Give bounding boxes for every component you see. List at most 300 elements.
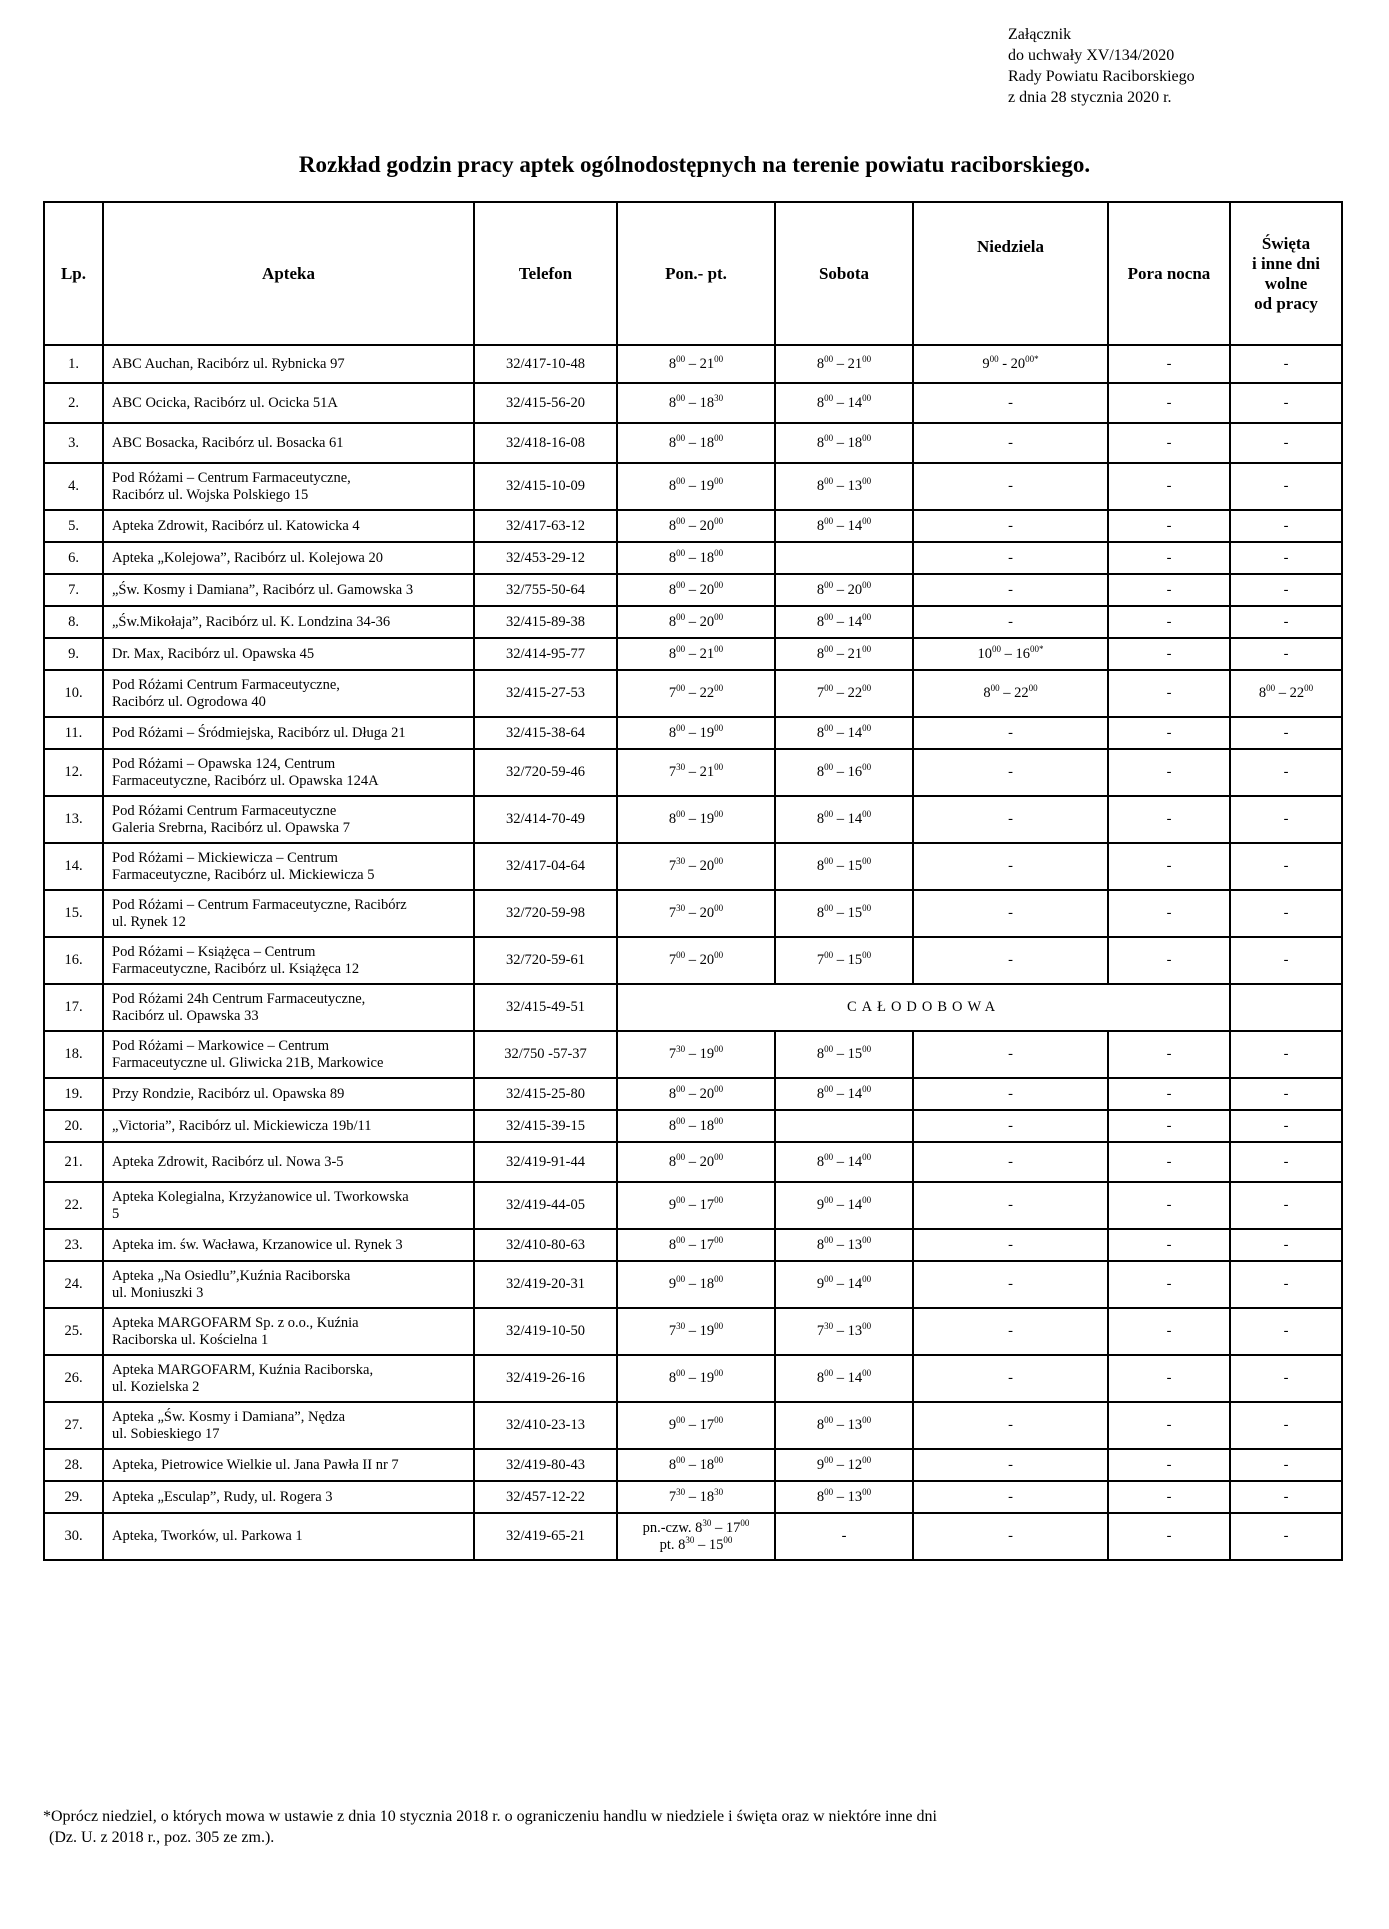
cell-night: -	[1108, 843, 1230, 890]
table-row	[44, 1078, 1342, 1110]
cell-sunday-hours: -	[913, 1182, 1108, 1229]
cell-holiday: -	[1230, 510, 1342, 542]
cell-lp: 8.	[44, 606, 103, 638]
cell-pharmacy	[103, 984, 474, 1031]
cell-holiday: -	[1230, 1449, 1342, 1481]
cell-holiday: -	[1230, 1513, 1342, 1560]
cell-pharmacy	[103, 796, 474, 843]
footnote-line: *Oprócz niedziel, o których mowa w ustawie z dnia 10 stycznia 2018 r. o ograniczeniu handlu w niedziele i święta oraz w niektóre inne dni	[43, 1808, 937, 1825]
pharmacy-name-line: 5	[112, 1205, 120, 1222]
header-holidays-line: Święta	[1261, 233, 1311, 253]
cell-holiday: -	[1230, 606, 1342, 638]
cell-weekday-hours: $8^{00} - 19^{00}$	[617, 1355, 775, 1402]
cell-weekday-hours: $7^{30} - 20^{00}$	[617, 890, 775, 937]
cell-pharmacy	[103, 1031, 474, 1078]
cell-pharmacy	[103, 345, 474, 383]
table-row	[44, 890, 1342, 937]
cell-night: -	[1108, 423, 1230, 463]
cell-phone: 32/419-10-50	[474, 1308, 617, 1355]
cell-holiday: -	[1230, 1078, 1342, 1110]
cell-sunday-hours: $8^{00} - 22^{00}$	[913, 670, 1108, 717]
pharmacy-name-line: „Św.Mikołaja”, Racibórz ul. K. Londzina 34-36	[112, 613, 391, 630]
table-row	[44, 510, 1342, 542]
cell-holiday: -	[1230, 1308, 1342, 1355]
table-row	[44, 1031, 1342, 1078]
cell-phone: 32/414-70-49	[474, 796, 617, 843]
pharmacy-name-line: Farmaceutyczne ul. Gliwicka 21B, Markowice	[112, 1054, 384, 1071]
cell-sunday-hours: -	[913, 1355, 1108, 1402]
cell-sunday-hours: -	[913, 1449, 1108, 1481]
cell-pharmacy	[103, 574, 474, 606]
pharmacy-name-line: Apteka „Św. Kosmy i Damiana”, Nędza	[112, 1408, 345, 1425]
header-holidays-line: i inne dni	[1251, 253, 1321, 273]
attachment-line: do uchwały XV/134/2020	[1008, 47, 1175, 64]
cell-phone: 32/419-91-44	[474, 1142, 617, 1182]
cell-weekday-hours: $7^{30} - 19^{00}$	[617, 1031, 775, 1078]
cell-weekday-hours: $8^{00} - 21^{00}$	[617, 638, 775, 670]
cell-night: -	[1108, 1513, 1230, 1560]
cell-saturday-hours: $8^{00} - 13^{00}$	[775, 1481, 913, 1513]
header-night: Pora nocna	[1108, 202, 1230, 345]
cell-pharmacy	[103, 1229, 474, 1261]
pharmacy-name-line: Pod Różami – Centrum Farmaceutyczne, Racibórz	[112, 896, 407, 913]
header-phone: Telefon	[474, 202, 617, 345]
cell-sunday-hours: $10^{00} - 16^{00*}$	[913, 638, 1108, 670]
pharmacy-name-line: Przy Rondzie, Racibórz ul. Opawska 89	[112, 1085, 345, 1102]
cell-lp: 18.	[44, 1031, 103, 1078]
cell-phone: 32/415-27-53	[474, 670, 617, 717]
pharmacy-name-line: Apteka MARGOFARM Sp. z o.o., Kuźnia	[112, 1314, 359, 1331]
cell-phone: 32/415-38-64	[474, 717, 617, 749]
cell-night: -	[1108, 1481, 1230, 1513]
cell-holiday: -	[1230, 843, 1342, 890]
pharmacy-name-line: Pod Różami – Książęca – Centrum	[112, 943, 316, 960]
pharmacy-name-line: Galeria Srebrna, Racibórz ul. Opawska 7	[112, 819, 350, 836]
cell-saturday-hours: $8^{00} - 13^{00}$	[775, 463, 913, 510]
cell-night: -	[1108, 345, 1230, 383]
cell-holiday: -	[1230, 1261, 1342, 1308]
cell-night: -	[1108, 1229, 1230, 1261]
cell-night: -	[1108, 1308, 1230, 1355]
table-row	[44, 1308, 1342, 1355]
cell-holiday: -	[1230, 542, 1342, 574]
cell-saturday-hours: $7^{30} - 13^{00}$	[775, 1308, 913, 1355]
header-saturday: Sobota	[775, 202, 913, 345]
cell-weekday-hours: $9^{00} - 17^{00}$	[617, 1402, 775, 1449]
cell-night: -	[1108, 574, 1230, 606]
cell-sunday-hours: -	[913, 1513, 1108, 1560]
cell-lp: 24.	[44, 1261, 103, 1308]
cell-night: -	[1108, 937, 1230, 984]
cell-sunday-hours: -	[913, 1110, 1108, 1142]
cell-lp: 4.	[44, 463, 103, 510]
cell-phone: 32/415-10-09	[474, 463, 617, 510]
cell-sunday-hours: -	[913, 937, 1108, 984]
table-row	[44, 423, 1342, 463]
cell-weekday-hours: $7^{00} - 20^{00}$	[617, 937, 775, 984]
cell-pharmacy	[103, 890, 474, 937]
cell-saturday-hours: $8^{00} - 14^{00}$	[775, 1078, 913, 1110]
cell-pharmacy	[103, 670, 474, 717]
cell-night: -	[1108, 463, 1230, 510]
attachment-note	[1008, 24, 1195, 108]
cell-sunday-hours: -	[913, 1229, 1108, 1261]
cell-phone: 32/419-80-43	[474, 1449, 617, 1481]
cell-night: -	[1108, 717, 1230, 749]
cell-lp: 15.	[44, 890, 103, 937]
cell-saturday-hours: $8^{00} - 13^{00}$	[775, 1229, 913, 1261]
cell-holiday: -	[1230, 1142, 1342, 1182]
cell-saturday-hours: -	[775, 1513, 913, 1560]
cell-sunday-hours: -	[913, 1261, 1108, 1308]
cell-phone: 32/414-95-77	[474, 638, 617, 670]
cell-saturday-hours: $8^{00} - 21^{00}$	[775, 345, 913, 383]
cell-phone: 32/418-16-08	[474, 423, 617, 463]
cell-pharmacy	[103, 843, 474, 890]
cell-lp: 20.	[44, 1110, 103, 1142]
cell-holiday: -	[1230, 937, 1342, 984]
cell-pharmacy	[103, 1513, 474, 1560]
cell-phone: 32/410-23-13	[474, 1402, 617, 1449]
cell-all-day: CAŁODOBOWA	[617, 984, 1230, 1031]
cell-sunday-hours: -	[913, 717, 1108, 749]
cell-weekday-hours: $7^{30} - 19^{00}$	[617, 1308, 775, 1355]
pharmacy-name-line: Racibórz ul. Opawska 33	[112, 1007, 259, 1024]
footnote	[43, 1806, 937, 1848]
pharmacy-name-line: Apteka Zdrowit, Racibórz ul. Nowa 3-5	[112, 1153, 344, 1170]
cell-holiday: -	[1230, 890, 1342, 937]
cell-saturday-hours: $7^{00} - 15^{00}$	[775, 937, 913, 984]
cell-night: -	[1108, 1182, 1230, 1229]
cell-weekday-hours: $8^{00} - 20^{00}$	[617, 1078, 775, 1110]
cell-lp: 7.	[44, 574, 103, 606]
cell-lp: 25.	[44, 1308, 103, 1355]
pharmacy-name-line: ABC Ocicka, Racibórz ul. Ocicka 51A	[112, 394, 338, 411]
cell-holiday: -	[1230, 423, 1342, 463]
pharmacy-name-line: Farmaceutyczne, Racibórz ul. Opawska 124A	[112, 772, 379, 789]
cell-phone: 32/457-12-22	[474, 1481, 617, 1513]
table-row	[44, 717, 1342, 749]
cell-phone: 32/410-80-63	[474, 1229, 617, 1261]
cell-night: -	[1108, 606, 1230, 638]
table-row	[44, 638, 1342, 670]
cell-holiday: -	[1230, 1355, 1342, 1402]
cell-pharmacy	[103, 1261, 474, 1308]
cell-phone: 32/419-65-21	[474, 1513, 617, 1560]
cell-night: -	[1108, 1031, 1230, 1078]
cell-pharmacy	[103, 937, 474, 984]
cell-pharmacy	[103, 463, 474, 510]
cell-weekday-hours: $8^{00} - 19^{00}$	[617, 796, 775, 843]
cell-weekday-hours: $8^{00} - 20^{00}$	[617, 1142, 775, 1182]
cell-pharmacy	[103, 510, 474, 542]
cell-sunday-hours: -	[913, 843, 1108, 890]
pharmacy-name-line: Pod Różami – Opawska 124, Centrum	[112, 755, 336, 772]
cell-pharmacy	[103, 1078, 474, 1110]
table-row	[44, 463, 1342, 510]
cell-phone: 32/419-26-16	[474, 1355, 617, 1402]
cell-pharmacy	[103, 1402, 474, 1449]
header-sunday: Niedziela	[913, 202, 1108, 345]
cell-saturday-hours: $8^{00} - 14^{00}$	[775, 383, 913, 423]
cell-lp: 22.	[44, 1182, 103, 1229]
cell-sunday-hours: -	[913, 542, 1108, 574]
table-row	[44, 1513, 1342, 1560]
pharmacy-name-line: Apteka Kolegialna, Krzyżanowice ul. Tworkowska	[112, 1188, 409, 1205]
pharmacy-name-line: Dr. Max, Racibórz ul. Opawska 45	[112, 645, 315, 662]
header-holidays	[1230, 202, 1342, 345]
pharmacy-schedule-table	[43, 201, 1343, 1561]
cell-phone: 32/720-59-98	[474, 890, 617, 937]
cell-saturday-hours	[775, 1110, 913, 1142]
cell-saturday-hours: $9^{00} - 12^{00}$	[775, 1449, 913, 1481]
pharmacy-name-line: ul. Rynek 12	[112, 913, 186, 930]
cell-weekday-hours: $8^{00} - 18^{00}$	[617, 1449, 775, 1481]
table-row	[44, 749, 1342, 796]
header-holidays-line: wolne	[1264, 273, 1308, 293]
pharmacy-name-line: Apteka „Esculap”, Rudy, ul. Rogera 3	[112, 1488, 333, 1505]
cell-weekday-hours: $8^{00} - 18^{00}$	[617, 1110, 775, 1142]
cell-lp: 10.	[44, 670, 103, 717]
cell-holiday: -	[1230, 1110, 1342, 1142]
cell-phone: 32/720-59-46	[474, 749, 617, 796]
pharmacy-name-line: Pod Różami – Mickiewicza – Centrum	[112, 849, 338, 866]
pharmacy-name-line: Pod Różami Centrum Farmaceutyczne	[112, 802, 337, 819]
cell-weekday-hours: $9^{00} - 18^{00}$	[617, 1261, 775, 1308]
cell-weekday-hours: $9^{00} - 17^{00}$	[617, 1182, 775, 1229]
cell-sunday-hours: -	[913, 1308, 1108, 1355]
pharmacy-name-line: „Św. Kosmy i Damiana”, Racibórz ul. Gamowska 3	[112, 581, 414, 598]
cell-saturday-hours: $9^{00} - 14^{00}$	[775, 1182, 913, 1229]
pharmacy-name-line: Raciborska ul. Kościelna 1	[112, 1331, 269, 1348]
pharmacy-name-line: ABC Auchan, Racibórz ul. Rybnicka 97	[112, 355, 345, 372]
table-row	[44, 542, 1342, 574]
cell-lp: 23.	[44, 1229, 103, 1261]
cell-saturday-hours: $8^{00} - 13^{00}$	[775, 1402, 913, 1449]
table-row	[44, 796, 1342, 843]
cell-weekday-hours: $8^{00} - 20^{00}$	[617, 606, 775, 638]
cell-sunday-hours: -	[913, 1481, 1108, 1513]
cell-sunday-hours: -	[913, 1031, 1108, 1078]
table-row	[44, 1142, 1342, 1182]
pharmacy-name-line: Apteka im. św. Wacława, Krzanowice ul. Rynek 3	[112, 1236, 403, 1253]
pharmacy-name-line: Apteka, Tworków, ul. Parkowa 1	[112, 1528, 303, 1544]
cell-night: -	[1108, 670, 1230, 717]
cell-lp: 16.	[44, 937, 103, 984]
cell-holiday: -	[1230, 1031, 1342, 1078]
cell-saturday-hours: $8^{00} - 14^{00}$	[775, 1142, 913, 1182]
cell-sunday-hours: -	[913, 574, 1108, 606]
table-row	[44, 1261, 1342, 1308]
cell-weekday-hours: $8^{00} - 21^{00}$	[617, 345, 775, 383]
cell-saturday-hours: $8^{00} - 14^{00}$	[775, 606, 913, 638]
cell-saturday-hours: $7^{00} - 22^{00}$	[775, 670, 913, 717]
cell-night: -	[1108, 542, 1230, 574]
cell-saturday-hours: $8^{00} - 14^{00}$	[775, 1355, 913, 1402]
table-row	[44, 1402, 1342, 1449]
table-row	[44, 606, 1342, 638]
cell-night: -	[1108, 510, 1230, 542]
cell-phone: 32/755-50-64	[474, 574, 617, 606]
cell-lp: 13.	[44, 796, 103, 843]
table-row	[44, 937, 1342, 984]
cell-phone: 32/417-04-64	[474, 843, 617, 890]
cell-saturday-hours: $8^{00} - 14^{00}$	[775, 796, 913, 843]
cell-night: -	[1108, 638, 1230, 670]
cell-pharmacy	[103, 606, 474, 638]
pharmacy-name-line: Pod Różami – Centrum Farmaceutyczne,	[112, 469, 351, 486]
cell-night: -	[1108, 796, 1230, 843]
cell-phone: 32/419-44-05	[474, 1182, 617, 1229]
cell-saturday-hours: $8^{00} - 16^{00}$	[775, 749, 913, 796]
cell-pharmacy	[103, 1182, 474, 1229]
pharmacy-name-line: Farmaceutyczne, Racibórz ul. Mickiewicza 5	[112, 866, 375, 883]
cell-lp: 19.	[44, 1078, 103, 1110]
table-row	[44, 1110, 1342, 1142]
table-row	[44, 1182, 1342, 1229]
pharmacy-name-line: Racibórz ul. Wojska Polskiego 15	[112, 486, 309, 503]
pharmacy-name-line: ul. Sobieskiego 17	[112, 1425, 220, 1442]
cell-phone: 32/417-10-48	[474, 345, 617, 383]
cell-pharmacy	[103, 717, 474, 749]
cell-night: -	[1108, 1142, 1230, 1182]
cell-night: -	[1108, 890, 1230, 937]
cell-holiday: -	[1230, 383, 1342, 423]
table-body	[44, 345, 1342, 1560]
cell-lp: 11.	[44, 717, 103, 749]
cell-lp: 3.	[44, 423, 103, 463]
cell-holiday: -	[1230, 574, 1342, 606]
cell-phone: 32/750 -57-37	[474, 1031, 617, 1078]
cell-sunday-hours: $9^{00} - 20^{00*}$	[913, 345, 1108, 383]
cell-night: -	[1108, 1261, 1230, 1308]
cell-pharmacy	[103, 1449, 474, 1481]
pharmacy-name-line: Apteka „Na Osiedlu”,Kuźnia Raciborska	[112, 1267, 351, 1284]
cell-holiday: -	[1230, 638, 1342, 670]
cell-holiday: -	[1230, 749, 1342, 796]
cell-pharmacy	[103, 638, 474, 670]
cell-lp: 6.	[44, 542, 103, 574]
table-row	[44, 984, 1342, 1031]
cell-pharmacy	[103, 1110, 474, 1142]
header-weekdays: Pon.- pt.	[617, 202, 775, 345]
cell-phone: 32/415-25-80	[474, 1078, 617, 1110]
pharmacy-name-line: Pod Różami Centrum Farmaceutyczne,	[112, 676, 340, 693]
cell-lp: 12.	[44, 749, 103, 796]
cell-sunday-hours: -	[913, 423, 1108, 463]
cell-lp: 28.	[44, 1449, 103, 1481]
cell-saturday-hours: $8^{00} - 15^{00}$	[775, 1031, 913, 1078]
cell-lp: 1.	[44, 345, 103, 383]
cell-phone: 32/419-20-31	[474, 1261, 617, 1308]
cell-night: -	[1108, 749, 1230, 796]
cell-night: -	[1108, 1110, 1230, 1142]
cell-phone: 32/417-63-12	[474, 510, 617, 542]
pharmacy-name-line: Farmaceutyczne, Racibórz ul. Książęca 12	[112, 960, 360, 977]
table-row	[44, 1229, 1342, 1261]
cell-lp: 29.	[44, 1481, 103, 1513]
cell-phone: 32/415-49-51	[474, 984, 617, 1031]
cell-phone: 32/415-56-20	[474, 383, 617, 423]
cell-pharmacy	[103, 749, 474, 796]
footnote-line: (Dz. U. z 2018 r., poz. 305 ze zm.).	[49, 1829, 275, 1846]
cell-saturday-hours: $8^{00} - 20^{00}$	[775, 574, 913, 606]
header-holidays-line: od pracy	[1254, 293, 1318, 313]
cell-pharmacy	[103, 423, 474, 463]
attachment-line: Rady Powiatu Raciborskiego	[1008, 68, 1195, 85]
cell-holiday: -	[1230, 1481, 1342, 1513]
pharmacy-name-line: Pod Różami 24h Centrum Farmaceutyczne,	[112, 990, 366, 1007]
cell-weekday-hours: $8^{00} - 20^{00}$	[617, 510, 775, 542]
pharmacy-name-line: Apteka „Kolejowa”, Racibórz ul. Kolejowa 20	[112, 549, 383, 566]
attachment-line: z dnia 28 stycznia 2020 r.	[1008, 89, 1172, 106]
table-row	[44, 670, 1342, 717]
cell-sunday-hours: -	[913, 606, 1108, 638]
cell-weekday-hours: $7^{30} - 18^{30}$	[617, 1481, 775, 1513]
cell-sunday-hours: -	[913, 890, 1108, 937]
cell-weekday-hours: $8^{00} - 18^{30}$	[617, 383, 775, 423]
table-row	[44, 383, 1342, 423]
cell-saturday-hours: $8^{00} - 15^{00}$	[775, 890, 913, 937]
cell-holiday: -	[1230, 796, 1342, 843]
table-row	[44, 843, 1342, 890]
cell-holiday	[1230, 984, 1342, 1031]
cell-saturday-hours: $8^{00} - 21^{00}$	[775, 638, 913, 670]
pharmacy-name-line: „Victoria”, Racibórz ul. Mickiewicza 19b/11	[112, 1117, 372, 1134]
cell-sunday-hours: -	[913, 1402, 1108, 1449]
header-pharmacy: Apteka	[103, 202, 474, 345]
cell-saturday-hours: $8^{00} - 14^{00}$	[775, 510, 913, 542]
cell-weekday-hours: $8^{00} - 18^{00}$	[617, 542, 775, 574]
cell-weekday-hours: $8^{00} - 20^{00}$	[617, 574, 775, 606]
cell-pharmacy	[103, 383, 474, 423]
cell-lp: 14.	[44, 843, 103, 890]
cell-lp: 21.	[44, 1142, 103, 1182]
table-row	[44, 1481, 1342, 1513]
pharmacy-name-line: Racibórz ul. Ogrodowa 40	[112, 693, 266, 710]
cell-phone: 32/415-39-15	[474, 1110, 617, 1142]
pharmacy-name-line: Pod Różami – Markowice – Centrum	[112, 1037, 330, 1054]
cell-lp: 17.	[44, 984, 103, 1031]
cell-weekday-hours: $8^{00} - 17^{00}$	[617, 1229, 775, 1261]
pharmacy-name-line: Apteka MARGOFARM, Kuźnia Raciborska,	[112, 1361, 374, 1378]
pharmacy-name-line: ABC Bosacka, Racibórz ul. Bosacka 61	[112, 434, 344, 451]
cell-pharmacy	[103, 1355, 474, 1402]
cell-weekday-hours: $7^{30} - 20^{00}$	[617, 843, 775, 890]
cell-saturday-hours: $8^{00} - 15^{00}$	[775, 843, 913, 890]
cell-lp: 9.	[44, 638, 103, 670]
cell-lp: 26.	[44, 1355, 103, 1402]
cell-saturday-hours: $8^{00} - 18^{00}$	[775, 423, 913, 463]
document-title: Rozkład godzin pracy aptek ogólnodostępnych na terenie powiatu raciborskiego.	[298, 152, 1091, 177]
cell-lp: 5.	[44, 510, 103, 542]
pharmacy-name-line: ul. Kozielska 2	[112, 1378, 200, 1395]
cell-weekday-hours: $8^{00} - 18^{00}$	[617, 423, 775, 463]
cell-sunday-hours: -	[913, 749, 1108, 796]
cell-weekday-hours: $8^{00} - 19^{00}$	[617, 717, 775, 749]
cell-pharmacy	[103, 1481, 474, 1513]
table-row	[44, 574, 1342, 606]
table-row	[44, 1355, 1342, 1402]
cell-saturday-hours: $8^{00} - 14^{00}$	[775, 717, 913, 749]
cell-lp: 30.	[44, 1513, 103, 1560]
cell-night: -	[1108, 1078, 1230, 1110]
attachment-line: Załącznik	[1008, 26, 1072, 43]
cell-weekday-hours: $8^{00} - 19^{00}$	[617, 463, 775, 510]
cell-saturday-hours	[775, 542, 913, 574]
cell-pharmacy	[103, 1142, 474, 1182]
cell-phone: 32/720-59-61	[474, 937, 617, 984]
